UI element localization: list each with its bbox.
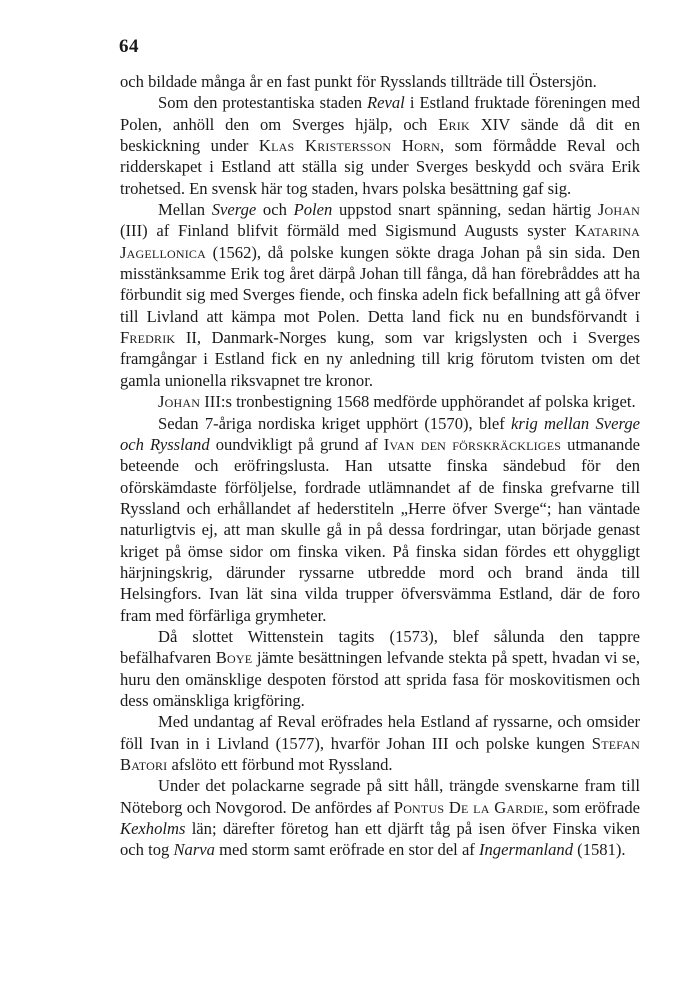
text-run: och — [256, 200, 294, 220]
small-caps-name: Erik — [438, 114, 470, 134]
text-run: Som den protestantiska staden — [158, 93, 368, 113]
text-run: utmanande beteende och eröfringslusta. Han utsatte finska sändebud för den oförskämdaste förföljelse, fordrade utlämnandet af de finska grefvarne till Ryssland och erhållandet af hederstiteln „Herre öfver Sverge“; han väntade naturligtvis ej, att man skulle gå in på dessa fordringar, utan började genast kriget på ömse sidor om finska viken. På finska sidan fördes ett ohyggligt härjningskrig, därunder ryssarne utbredde mord och brand ända till Helsingfors. Ivan lät sina vilda trupper öfversvämma Estland, där de foro fram med förfärliga grymheter. — [120, 434, 640, 625]
text-run: i Estland fruktade föreningen med Polen, anhöll den om Sverges hjälp, och — [120, 93, 640, 134]
page-number: 64 — [119, 36, 139, 57]
italic-term: Polen — [293, 200, 333, 220]
paragraph — [120, 775, 640, 860]
text-run: II, Danmark-Norges kung, som var krigslysten och i Sverges framgångar i Estland fick en ny anledning till krig förutom tvisten om det gamla unionella riksvapnet tre kronor. — [120, 328, 640, 390]
text-run: afslöto ett förbund mot Ryssland. — [167, 755, 393, 774]
text-run: (III) af Finland blifvit förmäld med Sigismund Augusts syster — [120, 221, 575, 241]
italic-term: Sverge — [211, 200, 257, 220]
text-run: , som förmådde Reval och ridderskapet i Estland att ställa sig under Sverges beskydd och svära Erik trohetsed. En svensk här tog staden, hvars polska besättning gaf sig. — [120, 136, 640, 198]
paragraph — [120, 391, 640, 412]
text-run: Mellan — [158, 200, 212, 220]
small-caps-name: Johan — [597, 200, 640, 220]
text-run: oundvikligt på grund af — [209, 434, 384, 454]
paragraph — [120, 199, 640, 391]
paragraph — [120, 71, 640, 92]
text-run: med storm samt eröfrade en stor del af — [214, 840, 479, 860]
small-caps-name: Ivan den förskräckliges — [383, 434, 562, 454]
small-caps-name: Katarina Jagellonica — [120, 221, 640, 262]
text-run: (1562), då polske kungen sökte draga Johan på sin sida. Den misstänksamme Erik tog året därpå Johan till fånga, då han förebråddes att ha förbundit sig med Sverges fiende, och finska adeln fick befallning att gå öfver till Livland att kämpa mot Polen. Detta land fick nu en bundsförvandt i — [120, 242, 640, 326]
text-run: Sedan 7-åriga nordiska kriget upphört (1570), blef — [158, 413, 512, 433]
text-run: III:s tronbestigning 1568 medförde upphörandet af polska kriget. — [200, 392, 636, 412]
small-caps-name: Klas Kristersson Horn — [258, 136, 441, 156]
small-caps-name: Pontus De la Gardie — [393, 797, 545, 817]
paragraph — [120, 92, 640, 199]
text-run: och bildade många år en fast punkt för Rysslands tillträde till Östersjön. — [120, 72, 597, 91]
paragraph — [120, 626, 640, 711]
text-run: län; därefter företog han ett djärft tåg på isen öfver Finska viken och tog — [120, 819, 640, 860]
body-text — [120, 71, 640, 861]
text-run: , som eröfrade — [544, 797, 641, 817]
italic-term: Ingermanland — [478, 840, 574, 860]
text-run: Med undantag af Reval eröfrades hela Estland af ryssarne, och omsider föll Ivan in i Livland (1577), hvarför Johan III och polske kungen — [120, 712, 640, 753]
small-caps-name: Fredrik — [120, 328, 176, 348]
small-caps-name: Boye — [215, 648, 253, 668]
paragraph — [120, 413, 640, 626]
text-run: XIV sände då dit en beskickning under — [120, 114, 640, 156]
small-caps-name: Stefan Batori — [120, 733, 640, 774]
text-run: Under det polackarne segrade på sitt håll, trängde svenskarne fram till Nöteborg och Novgorod. De anfördes af — [120, 776, 640, 817]
paragraph — [120, 711, 640, 775]
text-run: jämte besättningen lefvande stekta på spett, hvadan vi se, huru den omänsklige despoten förstod att sprida fasa för moskovitismen och dess omänskliga krigföring. — [120, 648, 640, 710]
italic-term: Narva — [173, 840, 215, 860]
text-run: uppstod snart spänning, sedan härtig — [332, 200, 598, 220]
italic-term: krig mellan Sverge och Ryssland — [120, 413, 640, 454]
text-run: Då slottet Wittenstein tagits (1573), blef sålunda den tappre befälhafvaren — [120, 626, 640, 668]
italic-term: Reval — [367, 93, 405, 113]
text-run: (1581). — [573, 840, 626, 860]
italic-term: Kexholms — [120, 819, 186, 839]
small-caps-name: Johan — [158, 392, 201, 412]
